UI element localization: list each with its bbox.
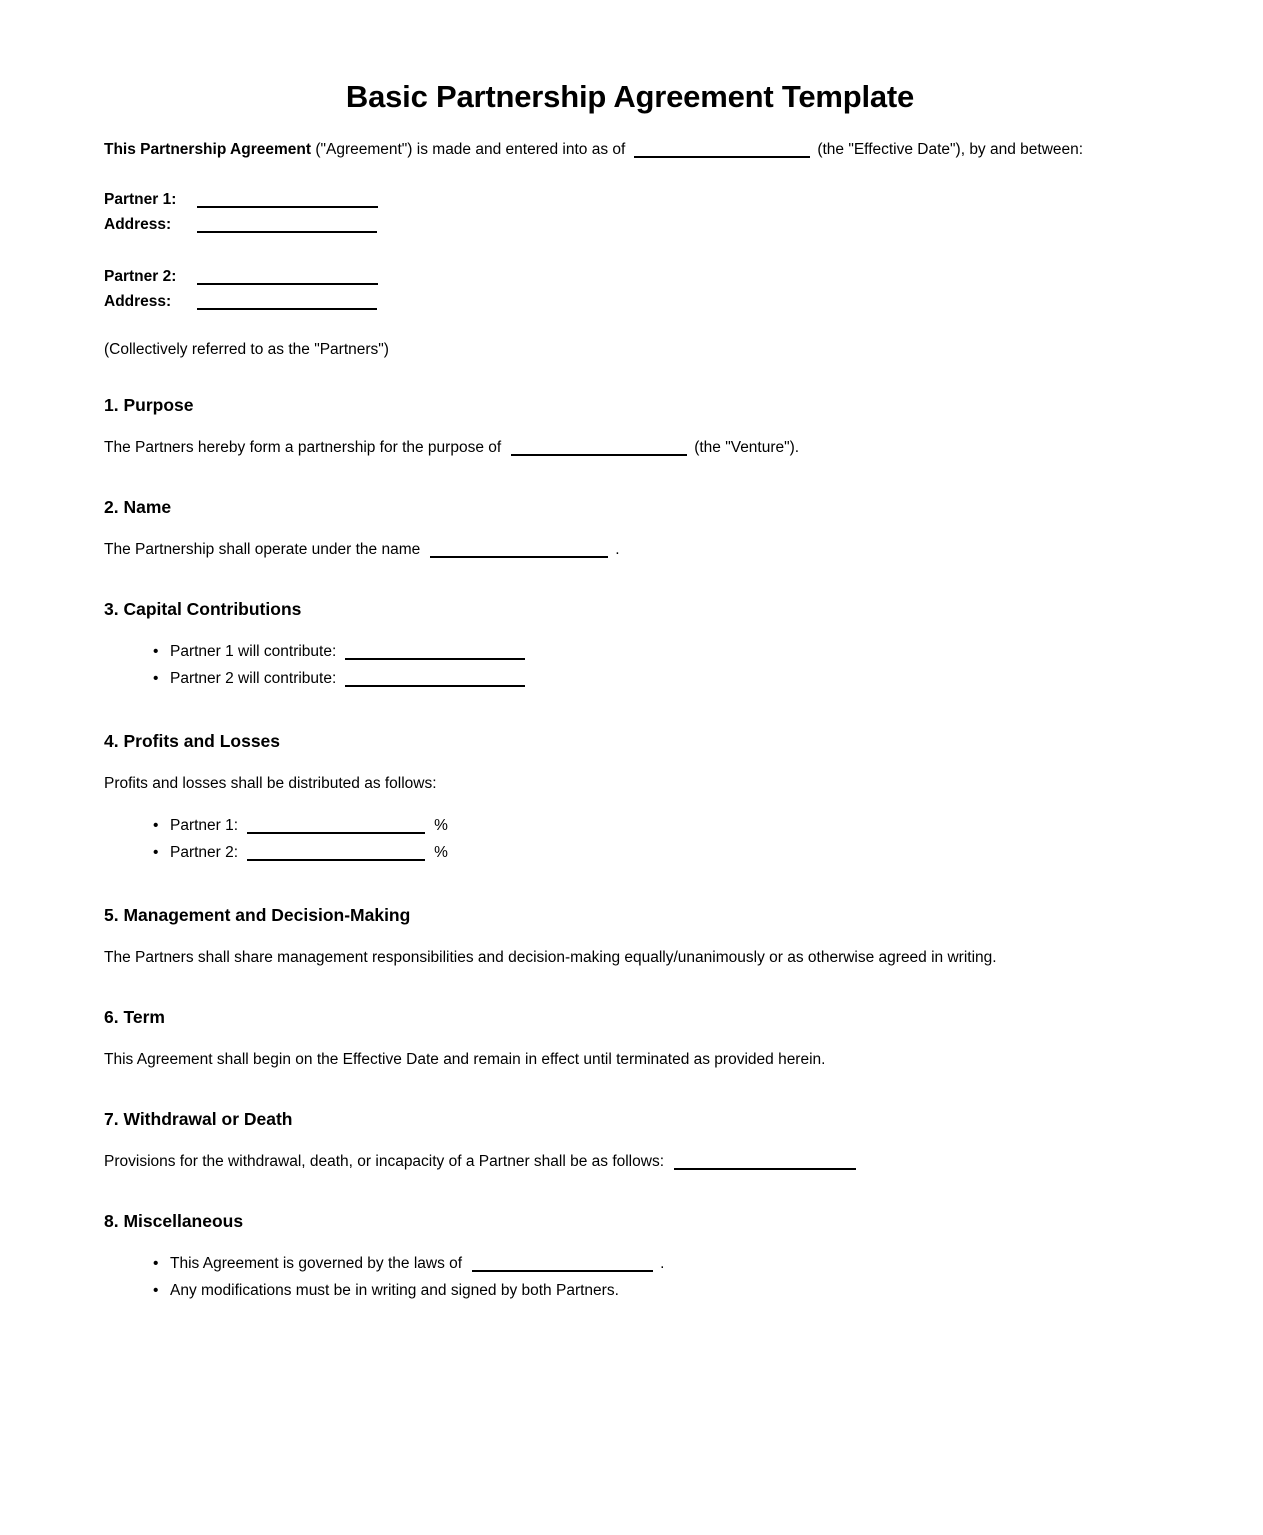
partner-1-address-blank[interactable] bbox=[197, 216, 377, 233]
collective-note: (Collectively referred to as the "Partners") bbox=[104, 341, 389, 358]
effective-date-blank[interactable] bbox=[634, 141, 810, 158]
governing-law-blank[interactable] bbox=[472, 1255, 653, 1272]
profits-distribution-list bbox=[104, 812, 1156, 866]
contribution-partner-1-blank[interactable] bbox=[345, 643, 525, 660]
section-management-heading: 5. Management and Decision-Making bbox=[104, 905, 411, 925]
section-name-paragraph bbox=[104, 540, 1156, 560]
page-title: Basic Partnership Agreement Template bbox=[345, 79, 915, 114]
partner-1-address-row bbox=[104, 212, 1156, 237]
list-item bbox=[153, 839, 1156, 866]
section-management bbox=[104, 904, 1156, 968]
profit-partner-2-label: Partner 2: bbox=[170, 844, 239, 861]
section-miscellaneous-heading: 8. Miscellaneous bbox=[104, 1211, 244, 1231]
profit-partner-2-blank[interactable] bbox=[247, 844, 425, 861]
partner-1-name-blank[interactable] bbox=[197, 191, 378, 208]
list-item bbox=[153, 638, 1156, 665]
section-name bbox=[104, 496, 1156, 560]
bullet-icon: • bbox=[153, 817, 159, 834]
contribution-partner-1-label: Partner 1 will contribute: bbox=[170, 643, 337, 660]
section-miscellaneous bbox=[104, 1210, 1156, 1304]
name-text-after: . bbox=[615, 541, 620, 558]
bullet-icon: • bbox=[153, 670, 159, 687]
withdrawal-provisions-blank[interactable] bbox=[674, 1153, 856, 1170]
partner-2-address-blank[interactable] bbox=[197, 293, 377, 310]
section-profits-and-losses bbox=[104, 730, 1156, 866]
partner-1-row bbox=[104, 187, 1156, 212]
section-profits-and-losses-heading: 4. Profits and Losses bbox=[104, 731, 281, 751]
partner-2-address-label: Address: bbox=[104, 293, 172, 310]
list-item bbox=[153, 665, 1156, 692]
parties-block bbox=[104, 187, 1156, 237]
section-capital-contributions bbox=[104, 598, 1156, 692]
section-withdrawal-heading: 7. Withdrawal or Death bbox=[104, 1109, 293, 1129]
partner-2-address-row bbox=[104, 289, 1156, 314]
profits-intro-paragraph: Profits and losses shall be distributed as follows: bbox=[104, 775, 437, 792]
section-term bbox=[104, 1006, 1156, 1070]
partner-2-name-blank[interactable] bbox=[197, 268, 378, 285]
partner-1-address-label: Address: bbox=[104, 216, 172, 233]
partnership-name-blank[interactable] bbox=[430, 541, 608, 558]
intro-before-blank-text: ("Agreement") is made and entered into as of bbox=[311, 141, 626, 158]
purpose-text-before: The Partners hereby form a partnership for the purpose of bbox=[104, 439, 502, 456]
profit-partner-2-percent-symbol: % bbox=[434, 844, 448, 861]
withdrawal-text-before: Provisions for the withdrawal, death, or incapacity of a Partner shall be as follows: bbox=[104, 1153, 664, 1170]
section-capital-contributions-heading: 3. Capital Contributions bbox=[104, 599, 302, 619]
intro-paragraph bbox=[104, 140, 1156, 160]
document-content bbox=[104, 0, 1156, 1304]
section-term-heading: 6. Term bbox=[104, 1007, 165, 1027]
profit-partner-1-blank[interactable] bbox=[247, 817, 425, 834]
modifications-text: Any modifications must be in writing and signed by both Partners. bbox=[170, 1282, 619, 1299]
section-withdrawal-or-death bbox=[104, 1108, 1156, 1172]
section-term-paragraph: This Agreement shall begin on the Effective Date and remain in effect until terminated as provided herein. bbox=[104, 1051, 826, 1068]
section-purpose-heading: 1. Purpose bbox=[104, 395, 194, 415]
list-item bbox=[153, 1250, 1156, 1277]
bullet-icon: • bbox=[153, 643, 159, 660]
governing-law-text-before: This Agreement is governed by the laws of bbox=[170, 1255, 463, 1272]
profit-partner-1-label: Partner 1: bbox=[170, 817, 239, 834]
section-purpose bbox=[104, 394, 1156, 458]
parties-block-2 bbox=[104, 264, 1156, 314]
partner-2-row bbox=[104, 264, 1156, 289]
contribution-partner-2-label: Partner 2 will contribute: bbox=[170, 670, 337, 687]
section-purpose-paragraph bbox=[104, 438, 1156, 458]
miscellaneous-list bbox=[104, 1250, 1156, 1304]
section-withdrawal-paragraph bbox=[104, 1152, 1156, 1172]
governing-law-text-after: . bbox=[660, 1255, 665, 1272]
section-management-paragraph: The Partners shall share management responsibilities and decision-making equally/unanimously or as otherwise agreed in writing. bbox=[104, 949, 997, 966]
name-text-before: The Partnership shall operate under the name bbox=[104, 541, 421, 558]
purpose-text-after: (the "Venture"). bbox=[694, 439, 800, 456]
intro-after-blank-text: (the "Effective Date"), by and between: bbox=[817, 141, 1084, 158]
contribution-partner-2-blank[interactable] bbox=[345, 670, 525, 687]
purpose-blank[interactable] bbox=[511, 439, 687, 456]
bullet-icon: • bbox=[153, 1282, 159, 1299]
list-item bbox=[153, 812, 1156, 839]
section-name-heading: 2. Name bbox=[104, 497, 172, 517]
partner-2-label: Partner 2: bbox=[104, 268, 177, 285]
intro-lead-text: This Partnership Agreement bbox=[104, 141, 312, 158]
bullet-icon: • bbox=[153, 844, 159, 861]
bullet-icon: • bbox=[153, 1255, 159, 1272]
capital-contributions-list bbox=[104, 638, 1156, 692]
list-item bbox=[153, 1277, 1156, 1304]
partner-1-label: Partner 1: bbox=[104, 191, 177, 208]
profit-partner-1-percent-symbol: % bbox=[434, 817, 448, 834]
